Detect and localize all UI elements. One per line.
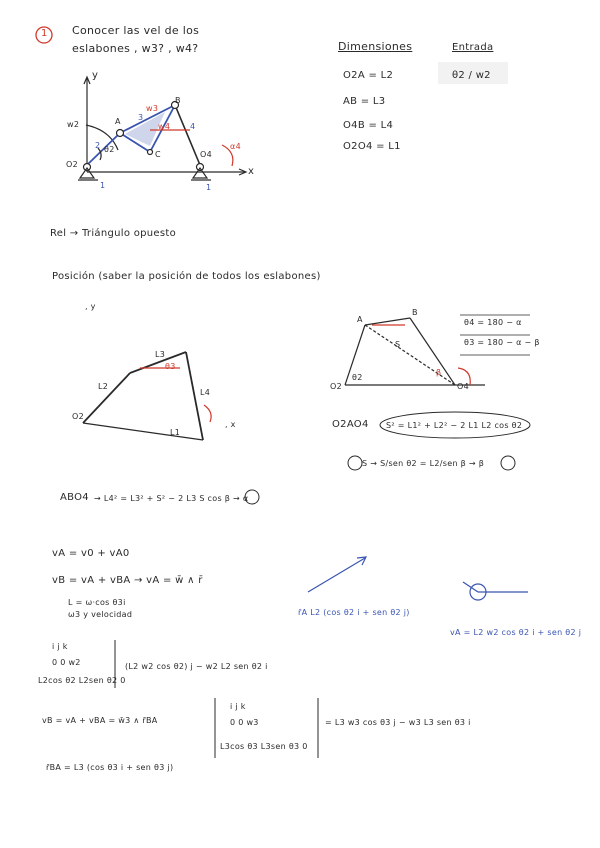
velocity-note-2: ω3 y velocidad bbox=[68, 610, 133, 619]
matrix1-row: 0 0 w2 bbox=[52, 658, 81, 667]
matrix1-row: L2cos θ2 L2sen θ2 0 bbox=[38, 676, 126, 685]
s2-l1-label: L1 bbox=[170, 428, 181, 437]
s2-y-label: , y bbox=[85, 302, 96, 311]
w2-label: w2 bbox=[67, 120, 80, 129]
tri-b-label: B bbox=[412, 308, 418, 317]
w3-tag: w3 bbox=[146, 104, 159, 113]
dimensions-title: Dimensiones bbox=[338, 40, 413, 53]
velocity-note-1: L = ω·cos θ3i bbox=[68, 598, 126, 607]
velocity-eq-3: vB = vA + vBA = w̄3 ∧ r̄BA bbox=[42, 716, 158, 725]
input-title: Entrada bbox=[452, 42, 494, 53]
tri-note-2: θ3 = 180 − α − β bbox=[464, 338, 540, 347]
velocity-eq-3-result: = L3 w3 cos θ3 j − w3 L3 sen θ3 i bbox=[325, 718, 471, 727]
theta2-label: θ2 bbox=[104, 145, 115, 154]
tri-a-b bbox=[365, 318, 410, 325]
s2-red-arc bbox=[204, 405, 211, 422]
s-circle bbox=[348, 456, 362, 470]
note-line-2: Posición (saber la posición de todos los eslabones) bbox=[52, 271, 321, 282]
matrix-bars bbox=[115, 640, 318, 758]
note-line-1: Rel → Triángulo opuesto bbox=[50, 228, 177, 239]
joint-A bbox=[117, 130, 124, 137]
matrix1-result: (L2 w2 cos θ2) j − w2 L2 sen θ2 i bbox=[125, 662, 268, 671]
dimension-item: O2A = L2 bbox=[343, 70, 394, 81]
matrix2-row: 0 0 w3 bbox=[230, 718, 259, 727]
s2-l4-label: L4 bbox=[200, 388, 211, 397]
tri-a-o4 bbox=[365, 325, 455, 385]
link2-label: 2 bbox=[95, 141, 101, 150]
eq3-left: ABO4 bbox=[60, 492, 89, 503]
o4-label: O4 bbox=[200, 150, 212, 159]
statement-line-1: Conocer las vel de los bbox=[72, 24, 200, 37]
ground1a-label: 1 bbox=[100, 181, 106, 190]
eq2: S → S/sen θ2 = L2/sen β → β bbox=[362, 459, 485, 468]
sketch-position bbox=[83, 352, 211, 440]
o2-label: O2 bbox=[66, 160, 78, 169]
eq1-right: S² = L1² + L2² − 2 L1 L2 cos θ2 bbox=[386, 421, 523, 430]
s2-x-label: , x bbox=[225, 420, 236, 429]
eq1-left: O2AO4 bbox=[332, 419, 369, 430]
tri-o4-label: O4 bbox=[457, 382, 469, 391]
link4-label: 4 bbox=[190, 122, 196, 131]
s2-o2-label: O2 bbox=[72, 412, 84, 421]
velocity-eq-2: vB = vA + vBA → vA = w̄ ∧ r̄ bbox=[52, 575, 203, 586]
tri-theta2-label: θ2 bbox=[352, 373, 363, 382]
tri-a-label: A bbox=[357, 315, 363, 324]
dimension-item: O4B = L4 bbox=[343, 120, 394, 131]
tri-beta-label: β bbox=[436, 368, 442, 377]
vector-sketch bbox=[308, 557, 528, 600]
link3-label: 3 bbox=[138, 113, 144, 122]
dimension-item: O2O4 = L1 bbox=[343, 141, 401, 152]
y-axis-label: y bbox=[92, 70, 99, 81]
tri-o2-label: O2 bbox=[330, 382, 342, 391]
s2-link-1 bbox=[83, 423, 203, 440]
last-equation: r̄BA = L3 (cos θ3 i + sen θ3 j) bbox=[46, 763, 174, 772]
problem-number: 1 bbox=[41, 28, 48, 39]
eq3-right: → L4² = L3² + S² − 2 L3 S cos β → α bbox=[94, 494, 249, 503]
vector-label: r̄A L2 (cos θ2 i + sen θ2 j) bbox=[298, 608, 410, 617]
matrix2-row: L3cos θ3 L3sen θ3 0 bbox=[220, 742, 308, 751]
x-axis-label: x bbox=[248, 166, 255, 177]
c-label: C bbox=[155, 150, 161, 159]
link-4 bbox=[175, 105, 200, 165]
matrix1-row: i j k bbox=[52, 642, 68, 651]
velocity-icon-label: vA = L2 w2 cos θ2 i + sen θ2 j bbox=[450, 628, 582, 637]
input-value: θ2 / w2 bbox=[452, 70, 491, 81]
ground1b-label: 1 bbox=[206, 183, 212, 192]
r-vector bbox=[308, 558, 365, 592]
tri-b-o4 bbox=[410, 318, 455, 385]
statement-line-2: eslabones , w3? , w4? bbox=[72, 42, 199, 55]
alpha-tag: α4 bbox=[230, 142, 241, 151]
tri-s-label: S bbox=[395, 340, 401, 349]
velocity-eq-1: vA = v0 + vA0 bbox=[52, 548, 130, 559]
beta-circle bbox=[501, 456, 515, 470]
s2-link-2 bbox=[83, 373, 130, 423]
w4-tag: w4 bbox=[158, 122, 171, 131]
tri-note-1: θ4 = 180 − α bbox=[464, 318, 522, 327]
dimension-item: AB = L3 bbox=[343, 96, 386, 107]
s2-theta3-label: θ3 bbox=[165, 362, 176, 371]
s2-l3-label: L3 bbox=[155, 350, 166, 359]
b-label: B bbox=[175, 96, 181, 105]
joint-C bbox=[148, 150, 153, 155]
s2-l2-label: L2 bbox=[98, 382, 109, 391]
a-label: A bbox=[115, 117, 121, 126]
matrix2-row: i j k bbox=[230, 702, 246, 711]
